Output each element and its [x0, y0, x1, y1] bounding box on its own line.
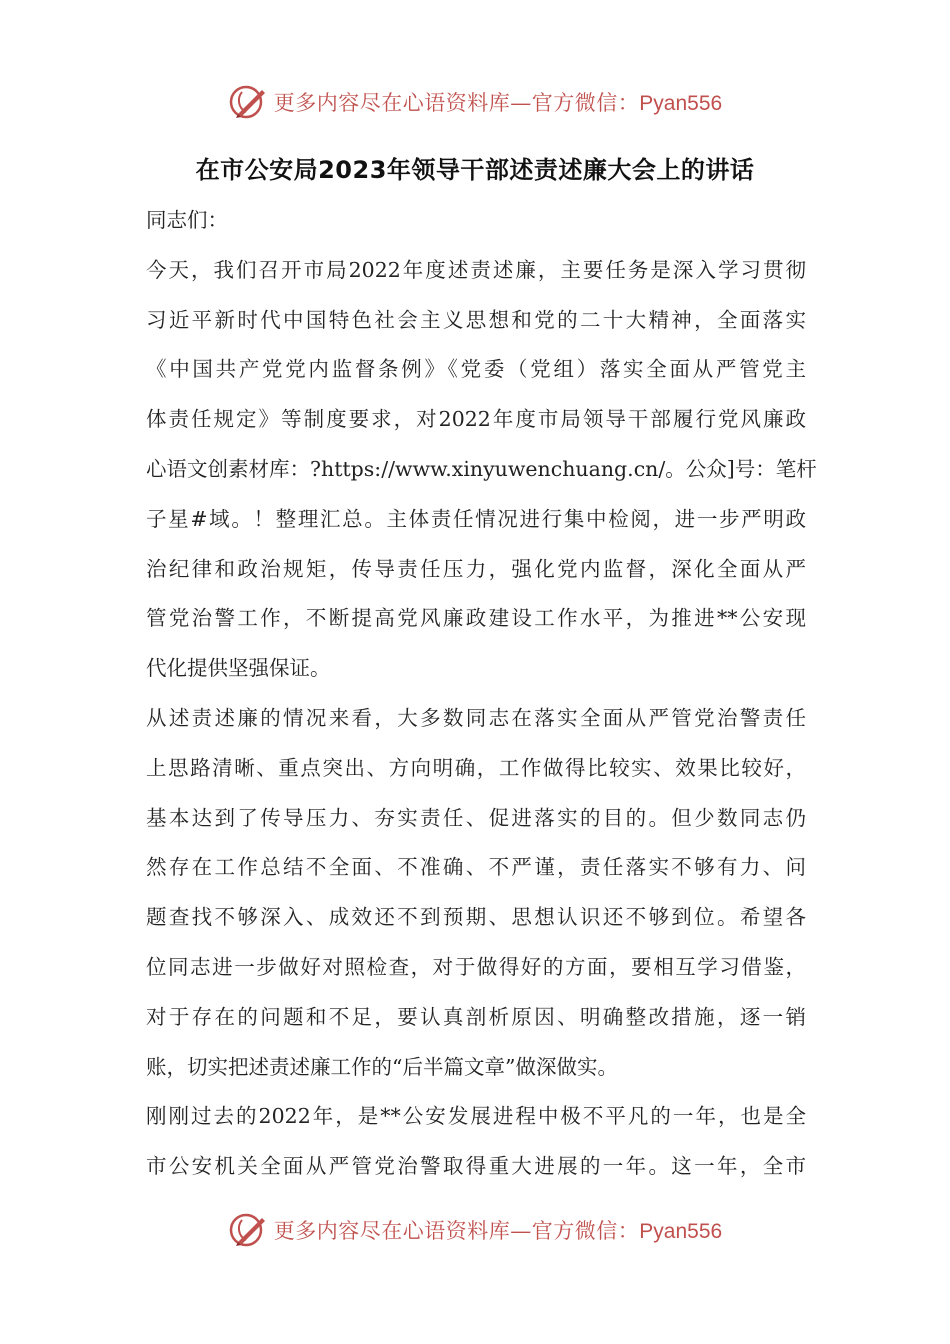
text-line: 今天，我们召开市局2022年度述责述廉，主要任务是深入学习贯彻 [146, 257, 806, 282]
text-line: 代化提供坚强保证。 [146, 656, 331, 681]
watermark-label: 更多内容尽在心语资料库—官方微信： [273, 91, 640, 115]
watermark-text [274, 87, 722, 117]
text-line: 从述责述廉的情况来看，大多数同志在落实全面从严管党治警责任 [146, 705, 806, 730]
watermark-label: 更多内容尽在心语资料库—官方微信： [273, 1219, 640, 1243]
text-line: 体责任规定》等制度要求，对2022年度市局领导干部履行党风廉政 [146, 407, 806, 432]
pen-logo-icon [228, 82, 268, 122]
text-line: 账，切实把述责述廉工作的“后半篇文章”做深做实。 [146, 1054, 618, 1079]
text-line: 然存在工作总结不全面、不准确、不严谨，责任落实不够有力、问 [146, 855, 806, 880]
wechat-id: Pyan556 [639, 92, 723, 115]
footer-watermark-banner [0, 1208, 950, 1252]
text-line: 心语文创素材库：?https://www.xinyuwenchuang.cn/。公众]号：笔杆 [146, 456, 817, 481]
text-line: 基本达到了传导压力、夯实责任、促进落实的目的。但少数同志仍 [146, 805, 806, 830]
text-line: 《中国共产党党内监督条例》《党委（党组）落实全面从严管党主 [146, 357, 806, 382]
text-line: 位同志进一步做好对照检查，对于做得好的方面，要相互学习借鉴， [146, 954, 806, 979]
pen-logo-icon [228, 1210, 268, 1250]
text-line: 对于存在的问题和不足，要认真剖析原因、明确整改措施，逐一销 [146, 1004, 806, 1029]
text-line: 市公安机关全面从严管党治警取得重大进展的一年。这一年，全市 [146, 1154, 806, 1179]
text-line: 管党治警工作，不断提高党风廉政建设工作水平，为推进**公安现 [146, 606, 806, 631]
document-title: 在市公安局2023年领导干部述责述廉大会上的讲话 [195, 156, 755, 184]
text-line: 题查找不够深入、成效还不到预期、思想认识还不够到位。希望各 [146, 905, 806, 930]
header-watermark-banner [0, 80, 950, 124]
text-line: 习近平新时代中国特色社会主义思想和党的二十大精神，全面落实 [146, 307, 806, 332]
text-line: 子星#域。！整理汇总。主体责任情况进行集中检阅，进一步严明政 [146, 506, 806, 531]
salutation-line: 同志们： [146, 208, 228, 232]
text-line: 上思路清晰、重点突出、方向明确，工作做得比较实、效果比较好， [146, 755, 806, 780]
document-body [146, 196, 817, 1192]
text-line: 治纪律和政治规矩，传导责任压力，强化党内监督，深化全面从严 [146, 556, 806, 581]
wechat-id: Pyan556 [639, 1220, 723, 1243]
watermark-text [274, 1215, 722, 1245]
text-line: 刚刚过去的2022年，是**公安发展进程中极不平凡的一年，也是全 [146, 1104, 806, 1129]
